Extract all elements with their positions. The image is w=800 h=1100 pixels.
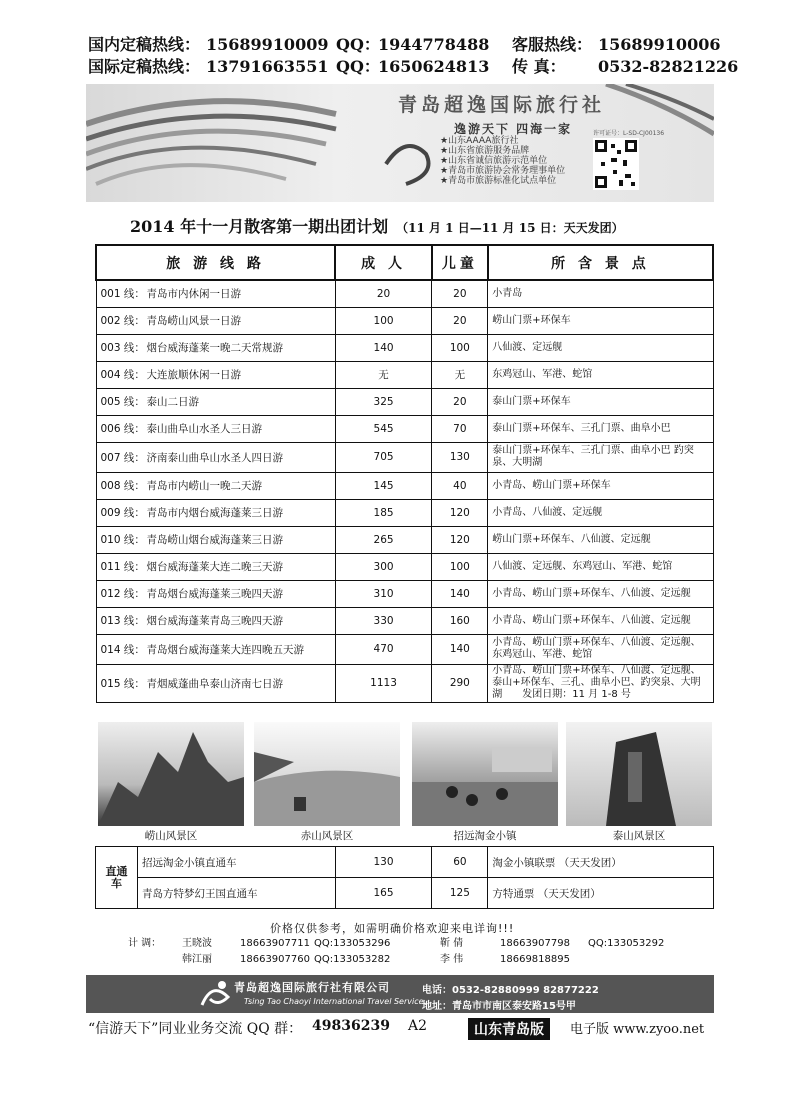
contact-name: 李 伟 <box>440 954 464 965</box>
title-sub: （11 月 1 日—11 月 15 日：天天发团） <box>396 221 624 235</box>
route-number: 014 线： <box>100 643 145 656</box>
website[interactable]: 电子版 www.zyoo.net <box>570 1022 705 1037</box>
company-name: 青岛超逸国际旅行社有限公司 <box>234 981 390 994</box>
contact-phone: 18663907760 <box>240 954 310 965</box>
col-adult: 成 人 <box>335 245 432 280</box>
adult-price: 330 <box>335 607 432 634</box>
included-spots: 崂山门票+环保车、八仙渡、定远舰 <box>488 526 713 553</box>
route-number: 013 线： <box>100 615 145 627</box>
direct-bus-table <box>95 846 714 909</box>
included-spots: 八仙渡、定远舰 <box>488 334 713 361</box>
brand-name: 青岛超逸国际旅行社 <box>398 94 606 116</box>
route-number: 009 线： <box>100 507 145 519</box>
child-price: 140 <box>432 634 488 664</box>
company-tel: 电话：0532-82880999 82877222 <box>422 985 599 996</box>
included-spots: 泰山门票+环保车 <box>488 388 713 415</box>
company-name-en: Tsing Tao Chaoyi International Travel Service <box>244 997 424 1006</box>
route-cell <box>96 553 335 580</box>
intl-hotline-label: 国际定稿热线： <box>88 57 201 76</box>
route-cell <box>96 415 335 442</box>
route-cell <box>96 280 335 307</box>
direct-route: 青岛方特梦幻王国直通车 <box>137 878 335 909</box>
domestic-hotline: 15689910009 <box>206 35 329 54</box>
route-name: 青岛市内休闲一日游 <box>146 288 241 301</box>
table-row <box>96 307 713 334</box>
route-number: 012 线： <box>100 588 145 600</box>
route-name: 大连旅顺休闲一日游 <box>146 369 241 381</box>
honor-item: ★山东AAAA旅行社 <box>440 136 519 146</box>
group-qq: 49836239 <box>312 1018 390 1034</box>
photo-caption: 招远淘金小镇 <box>453 830 517 842</box>
included-spots: 东鸡冠山、军港、蛇馆 <box>488 361 713 388</box>
route-name: 泰山二日游 <box>146 396 199 408</box>
route-cell <box>96 580 335 607</box>
child-price: 20 <box>432 307 488 334</box>
table-row <box>96 664 713 702</box>
hotlines <box>88 34 739 78</box>
photo-caption: 赤山风景区 <box>300 830 354 842</box>
child-price: 100 <box>432 553 488 580</box>
child-price: 130 <box>432 442 488 472</box>
route-name: 烟台威海蓬莱一晚二天常规游 <box>146 342 283 354</box>
qr-code-icon <box>593 138 639 190</box>
included-spots: 小青岛 <box>488 280 713 307</box>
included-spots: 泰山门票+环保车、三孔门票、曲阜小巴 趵突泉、大明湖 <box>488 442 713 472</box>
child-price: 20 <box>432 388 488 415</box>
route-name: 烟台威海蓬莱青岛三晚四天游 <box>146 615 283 627</box>
mascot-icon <box>386 146 429 184</box>
route-cell <box>96 634 335 664</box>
contact-name: 靳 倩 <box>440 938 464 949</box>
route-number: 004 线： <box>100 369 145 381</box>
header-banner <box>86 84 714 202</box>
adult-price: 1113 <box>335 664 432 702</box>
route-number: 007 线： <box>100 451 145 464</box>
table-header <box>96 245 713 280</box>
route-name: 济南泰山曲阜山水圣人四日游 <box>146 451 283 464</box>
adult-price: 100 <box>335 307 432 334</box>
company-footer <box>86 975 714 1013</box>
included-spots: 崂山门票+环保车 <box>488 307 713 334</box>
adult-price: 325 <box>335 388 432 415</box>
child-price: 70 <box>432 415 488 442</box>
route-number: 008 线： <box>100 480 145 492</box>
route-cell <box>96 442 335 472</box>
laoshan-photo <box>98 722 244 826</box>
child-price: 无 <box>432 361 488 388</box>
taishan-photo <box>566 722 712 826</box>
intl-hotline: 13791663551 <box>206 57 329 76</box>
qq-number: 1650624813 <box>378 57 490 76</box>
route-cell <box>96 334 335 361</box>
honor-item: ★山东省旅游服务品牌 <box>440 146 530 156</box>
direct-bus-label: 直通车 <box>96 847 138 909</box>
service-hotline: 15689910006 <box>598 35 721 54</box>
adult-price: 140 <box>335 334 432 361</box>
table-row <box>96 607 713 634</box>
route-name: 泰山曲阜山水圣人三日游 <box>146 423 262 435</box>
zhaoyuan-photo <box>412 722 558 826</box>
contact-phone: 18669818895 <box>500 954 570 965</box>
page-title <box>130 214 624 237</box>
honor-item: ★青岛市旅游标准化试点单位 <box>440 176 557 186</box>
adult-price: 265 <box>335 526 432 553</box>
route-number: 005 线： <box>100 396 145 408</box>
domestic-hotline-label: 国内定稿热线： <box>88 35 201 54</box>
adult-price: 705 <box>335 442 432 472</box>
contact-qq: QQ:133053292 <box>588 938 665 949</box>
child-price: 120 <box>432 499 488 526</box>
company-logo-icon <box>196 977 236 1011</box>
table-row <box>96 499 713 526</box>
route-number: 010 线： <box>100 534 145 546</box>
route-name: 青岛烟台威海蓬莱大连四晚五天游 <box>146 643 304 656</box>
adult-price: 无 <box>335 361 432 388</box>
photo-strip <box>98 722 698 844</box>
title-main: 2014 年十一月散客第一期出团计划 <box>130 217 389 236</box>
table-row <box>96 847 714 878</box>
photo-caption: 崂山风景区 <box>144 830 198 842</box>
table-row <box>96 334 713 361</box>
included-spots: 泰山门票+环保车、三孔门票、曲阜小巴 <box>488 415 713 442</box>
route-cell <box>96 526 335 553</box>
route-number: 011 线： <box>100 561 145 573</box>
contact-phone: 18663907798 <box>500 938 570 949</box>
table-row <box>96 388 713 415</box>
contact-name: 韩江丽 <box>182 954 212 965</box>
adult-price: 545 <box>335 415 432 442</box>
route-name: 烟台威海蓬莱大连二晚三天游 <box>146 561 283 573</box>
route-number: 015 线： <box>100 677 145 690</box>
included-spots: 小青岛、崂山门票+环保车、八仙渡、定远舰、东鸡冠山、军港、蛇馆 <box>488 634 713 664</box>
contact-name: 王晓波 <box>182 938 212 949</box>
table-row <box>96 415 713 442</box>
route-cell <box>96 307 335 334</box>
qq-number: 1944778488 <box>378 35 490 54</box>
table-row <box>96 361 713 388</box>
table-row <box>96 553 713 580</box>
adult-price: 470 <box>335 634 432 664</box>
col-spots: 所 含 景 点 <box>488 245 713 280</box>
price-note: 价格仅供参考，如需明确价格欢迎来电详询!!! <box>270 922 515 935</box>
col-child: 儿童 <box>432 245 488 280</box>
child-price: 100 <box>432 334 488 361</box>
included-spots: 小青岛、八仙渡、定远舰 <box>488 499 713 526</box>
honor-item: ★青岛市旅游协会常务理事单位 <box>440 166 566 176</box>
table-row <box>96 878 714 909</box>
route-cell <box>96 472 335 499</box>
fax-number: 0532-82821226 <box>598 57 739 76</box>
route-name: 青烟威蓬曲阜泰山济南七日游 <box>146 677 283 690</box>
table-row <box>96 280 713 307</box>
child-price: 290 <box>432 664 488 702</box>
table-row <box>96 580 713 607</box>
photo-caption: 泰山风景区 <box>612 830 666 842</box>
route-name: 青岛崂山烟台威海蓬莱三日游 <box>146 534 283 546</box>
direct-child: 60 <box>432 847 488 878</box>
child-price: 160 <box>432 607 488 634</box>
edition-badge: 山东青岛版 <box>468 1018 550 1040</box>
col-route: 旅 游 线 路 <box>96 245 335 280</box>
company-address: 地址：青岛市市南区泰安路15号甲 <box>422 1001 576 1012</box>
table-row <box>96 472 713 499</box>
direct-adult: 165 <box>335 878 432 909</box>
qq-label: QQ： <box>336 35 380 54</box>
adult-price: 300 <box>335 553 432 580</box>
contact-qq: QQ:133053296 <box>314 938 391 949</box>
adult-price: 185 <box>335 499 432 526</box>
included-spots: 八仙渡、定远舰、东鸡冠山、军港、蛇馆 <box>488 553 713 580</box>
hotline-row-2 <box>88 56 739 78</box>
direct-spots: 方特通票 （天天发团） <box>488 878 714 909</box>
chishan-photo <box>254 722 400 826</box>
route-name: 青岛烟台威海蓬莱三晚四天游 <box>146 588 283 600</box>
tour-schedule-table <box>95 244 714 703</box>
license-number: 许可证号：L-SD-CJ00136 <box>593 130 665 137</box>
route-name: 青岛市内烟台威海蓬莱三日游 <box>146 507 283 519</box>
fax-label: 传 真： <box>512 57 566 76</box>
adult-price: 20 <box>335 280 432 307</box>
child-price: 40 <box>432 472 488 499</box>
direct-route: 招远淘金小镇直通车 <box>137 847 335 878</box>
route-number: 006 线： <box>100 423 145 435</box>
child-price: 120 <box>432 526 488 553</box>
service-hotline-label: 客服热线： <box>512 35 593 54</box>
honor-item: ★山东省诚信旅游示范单位 <box>440 156 548 166</box>
contact-qq: QQ:133053282 <box>314 954 391 965</box>
table-row <box>96 526 713 553</box>
page-number: A2 <box>408 1018 428 1034</box>
route-name: 青岛市内崂山一晚二天游 <box>146 480 262 492</box>
child-price: 140 <box>432 580 488 607</box>
route-cell <box>96 664 335 702</box>
adult-price: 145 <box>335 472 432 499</box>
contact-phone: 18663907711 <box>240 938 310 949</box>
hotline-row-1 <box>88 34 728 56</box>
included-spots: 小青岛、崂山门票+环保车、八仙渡、定远舰 <box>488 580 713 607</box>
bottom-bar <box>88 1018 718 1040</box>
route-name: 青岛崂山风景一日游 <box>146 315 241 327</box>
direct-child: 125 <box>432 878 488 909</box>
table-row <box>96 442 713 472</box>
route-number: 001 线： <box>100 288 145 301</box>
child-price: 20 <box>432 280 488 307</box>
direct-spots: 淘金小镇联票 （天天发团） <box>488 847 714 878</box>
included-spots: 小青岛、崂山门票+环保车 <box>488 472 713 499</box>
route-cell <box>96 361 335 388</box>
slogan: 逸游天下 四海一家 <box>454 122 573 136</box>
direct-adult: 130 <box>335 847 432 878</box>
route-number: 002 线： <box>100 315 145 327</box>
qq-label: QQ： <box>336 57 380 76</box>
included-spots: 小青岛、崂山门票+环保车、八仙渡、定远舰 <box>488 607 713 634</box>
table-row <box>96 634 713 664</box>
route-cell <box>96 607 335 634</box>
route-number: 003 线： <box>100 342 145 354</box>
adult-price: 310 <box>335 580 432 607</box>
route-cell <box>96 388 335 415</box>
route-cell <box>96 499 335 526</box>
honors-list <box>440 136 565 186</box>
included-spots: 小青岛、崂山门票+环保车、八仙渡、定远舰、泰山+环保车、三孔、曲阜小巴、趵突泉、大明湖 发团日期：11 月 1-8 号 <box>488 664 713 702</box>
contacts-label: 计 调： <box>128 938 162 949</box>
group-label: “信游天下”同业业务交流 QQ 群： <box>88 1021 303 1037</box>
